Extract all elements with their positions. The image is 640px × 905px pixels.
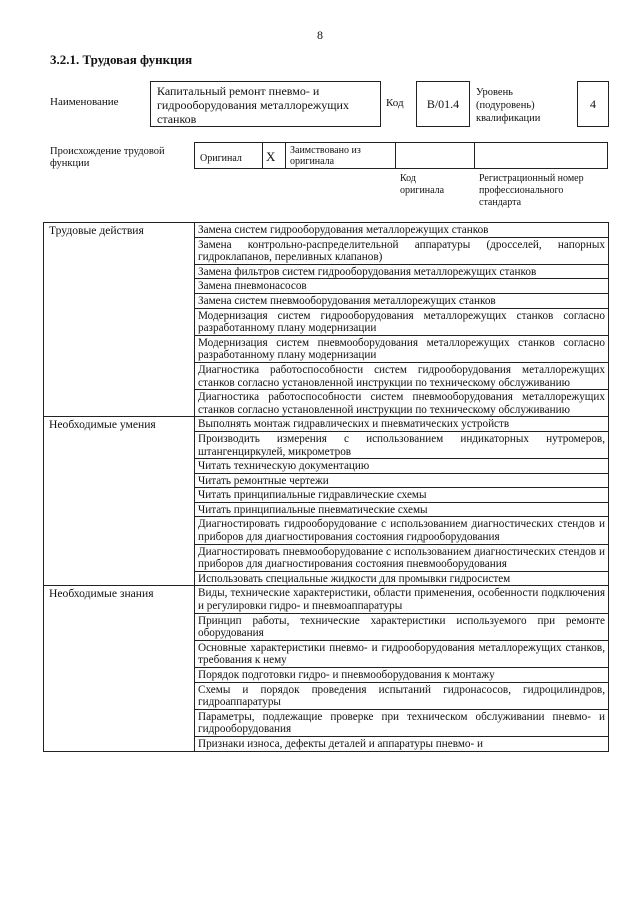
function-table: [43, 222, 609, 752]
table-cell-item: Диагностировать гидрооборудование с использованием диагностических стендов и приборов для диагностирования состояния гидрооборудования: [195, 517, 609, 544]
origin-label: Происхождение трудовой функции: [50, 146, 165, 169]
table-cell-item: Диагностика работоспособности систем пневмооборудования металлорежущих станков согласно установленной инструкции по техническому обслуживанию: [195, 390, 609, 417]
page-number: 8: [317, 28, 323, 42]
origin-box: [194, 142, 608, 169]
level-label: Уровень (подуровень) квалификации: [476, 87, 541, 124]
code-original-caption: Код оригинала: [400, 173, 445, 196]
table-cell-item: Признаки износа, дефекты деталей и аппаратуры пневмо- и: [195, 736, 609, 751]
table-cell-item: Замена систем пневмооборудования металлорежущих станков: [195, 293, 609, 308]
reg-number-caption: Регистрационный номер профессионального стандарта: [479, 173, 584, 208]
level-value: 4: [577, 81, 609, 127]
table-cell-item: Замена фильтров систем гидрооборудования металлорежущих станков: [195, 264, 609, 279]
table-cell-item: Читать принципиальные пневматические схемы: [195, 502, 609, 517]
table-cell-item: Модернизация систем гидрооборудования металлорежущих станков согласно разработанному плану модернизации: [195, 308, 609, 335]
origin-divider: [474, 142, 475, 169]
table-cell-item: Виды, технические характеристики, области применения, особенности подключения и регулировки гидро- и пневмоаппаратуры: [195, 586, 609, 613]
table-cell-item: Замена систем гидрооборудования металлорежущих станков: [195, 223, 609, 238]
table-cell-item: Параметры, подлежащие проверке при техническом обслуживании пневмо- и гидрооборудования: [195, 709, 609, 736]
table-cell-item: Использовать специальные жидкости для промывки гидросистем: [195, 571, 609, 586]
table-cell-item: Диагностика работоспособности систем гидрооборудования металлорежущих станков согласно установленной инструкции по техническому обслуживанию: [195, 362, 609, 389]
origin-divider: [285, 142, 286, 169]
table-cell-item: Замена контрольно-распределительной аппаратуры (дросселей, напорных гидроклапанов, переливных клапанов): [195, 237, 609, 264]
table-cell-item: Модернизация систем пневмооборудования металлорежущих станков согласно разработанному плану модернизации: [195, 335, 609, 362]
table-cell-item: Основные характеристики пневмо- и гидрооборудования металлорежущих станков, требования к нему: [195, 640, 609, 667]
section-label: Необходимые умения: [44, 417, 195, 586]
original-label: Оригинал: [200, 153, 242, 164]
borrowed-label: Заимствовано из оригинала: [290, 145, 361, 167]
function-name-value: Капитальный ремонт пневмо- и гидрооборудования металлорежущих станков: [150, 81, 381, 127]
name-label: Наименование: [50, 96, 119, 108]
origin-divider: [262, 142, 263, 169]
section-label: Трудовые действия: [44, 223, 195, 417]
section-label: Необходимые знания: [44, 586, 195, 751]
original-mark: X: [266, 149, 276, 164]
table-cell-item: Схемы и порядок проведения испытаний гидронасосов, гидроцилиндров, гидроаппаратуры: [195, 682, 609, 709]
table-cell-item: Принцип работы, технические характеристики используемого при ремонте оборудования: [195, 613, 609, 640]
table-cell-item: Диагностировать пневмооборудование с использованием диагностических стендов и приборов для диагностирования состояния пневмооборудования: [195, 544, 609, 571]
code-value: B/01.4: [416, 81, 470, 127]
origin-divider: [395, 142, 396, 169]
table-row: [44, 223, 609, 238]
table-row: [44, 417, 609, 432]
table-cell-item: Производить измерения с использованием индикаторных нутромеров, штангенциркулей, микрометров: [195, 431, 609, 458]
table-cell-item: Порядок подготовки гидро- и пневмооборудования к монтажу: [195, 668, 609, 683]
code-label: Код: [386, 97, 404, 109]
table-cell-item: Замена пневмонасосов: [195, 279, 609, 294]
table-cell-item: Читать ремонтные чертежи: [195, 473, 609, 488]
table-row: [44, 586, 609, 613]
table-cell-item: Читать принципиальные гидравлические схемы: [195, 488, 609, 503]
table-cell-item: Читать техническую документацию: [195, 459, 609, 474]
table-cell-item: Выполнять монтаж гидравлических и пневматических устройств: [195, 417, 609, 432]
section-title: 3.2.1. Трудовая функция: [50, 52, 193, 67]
